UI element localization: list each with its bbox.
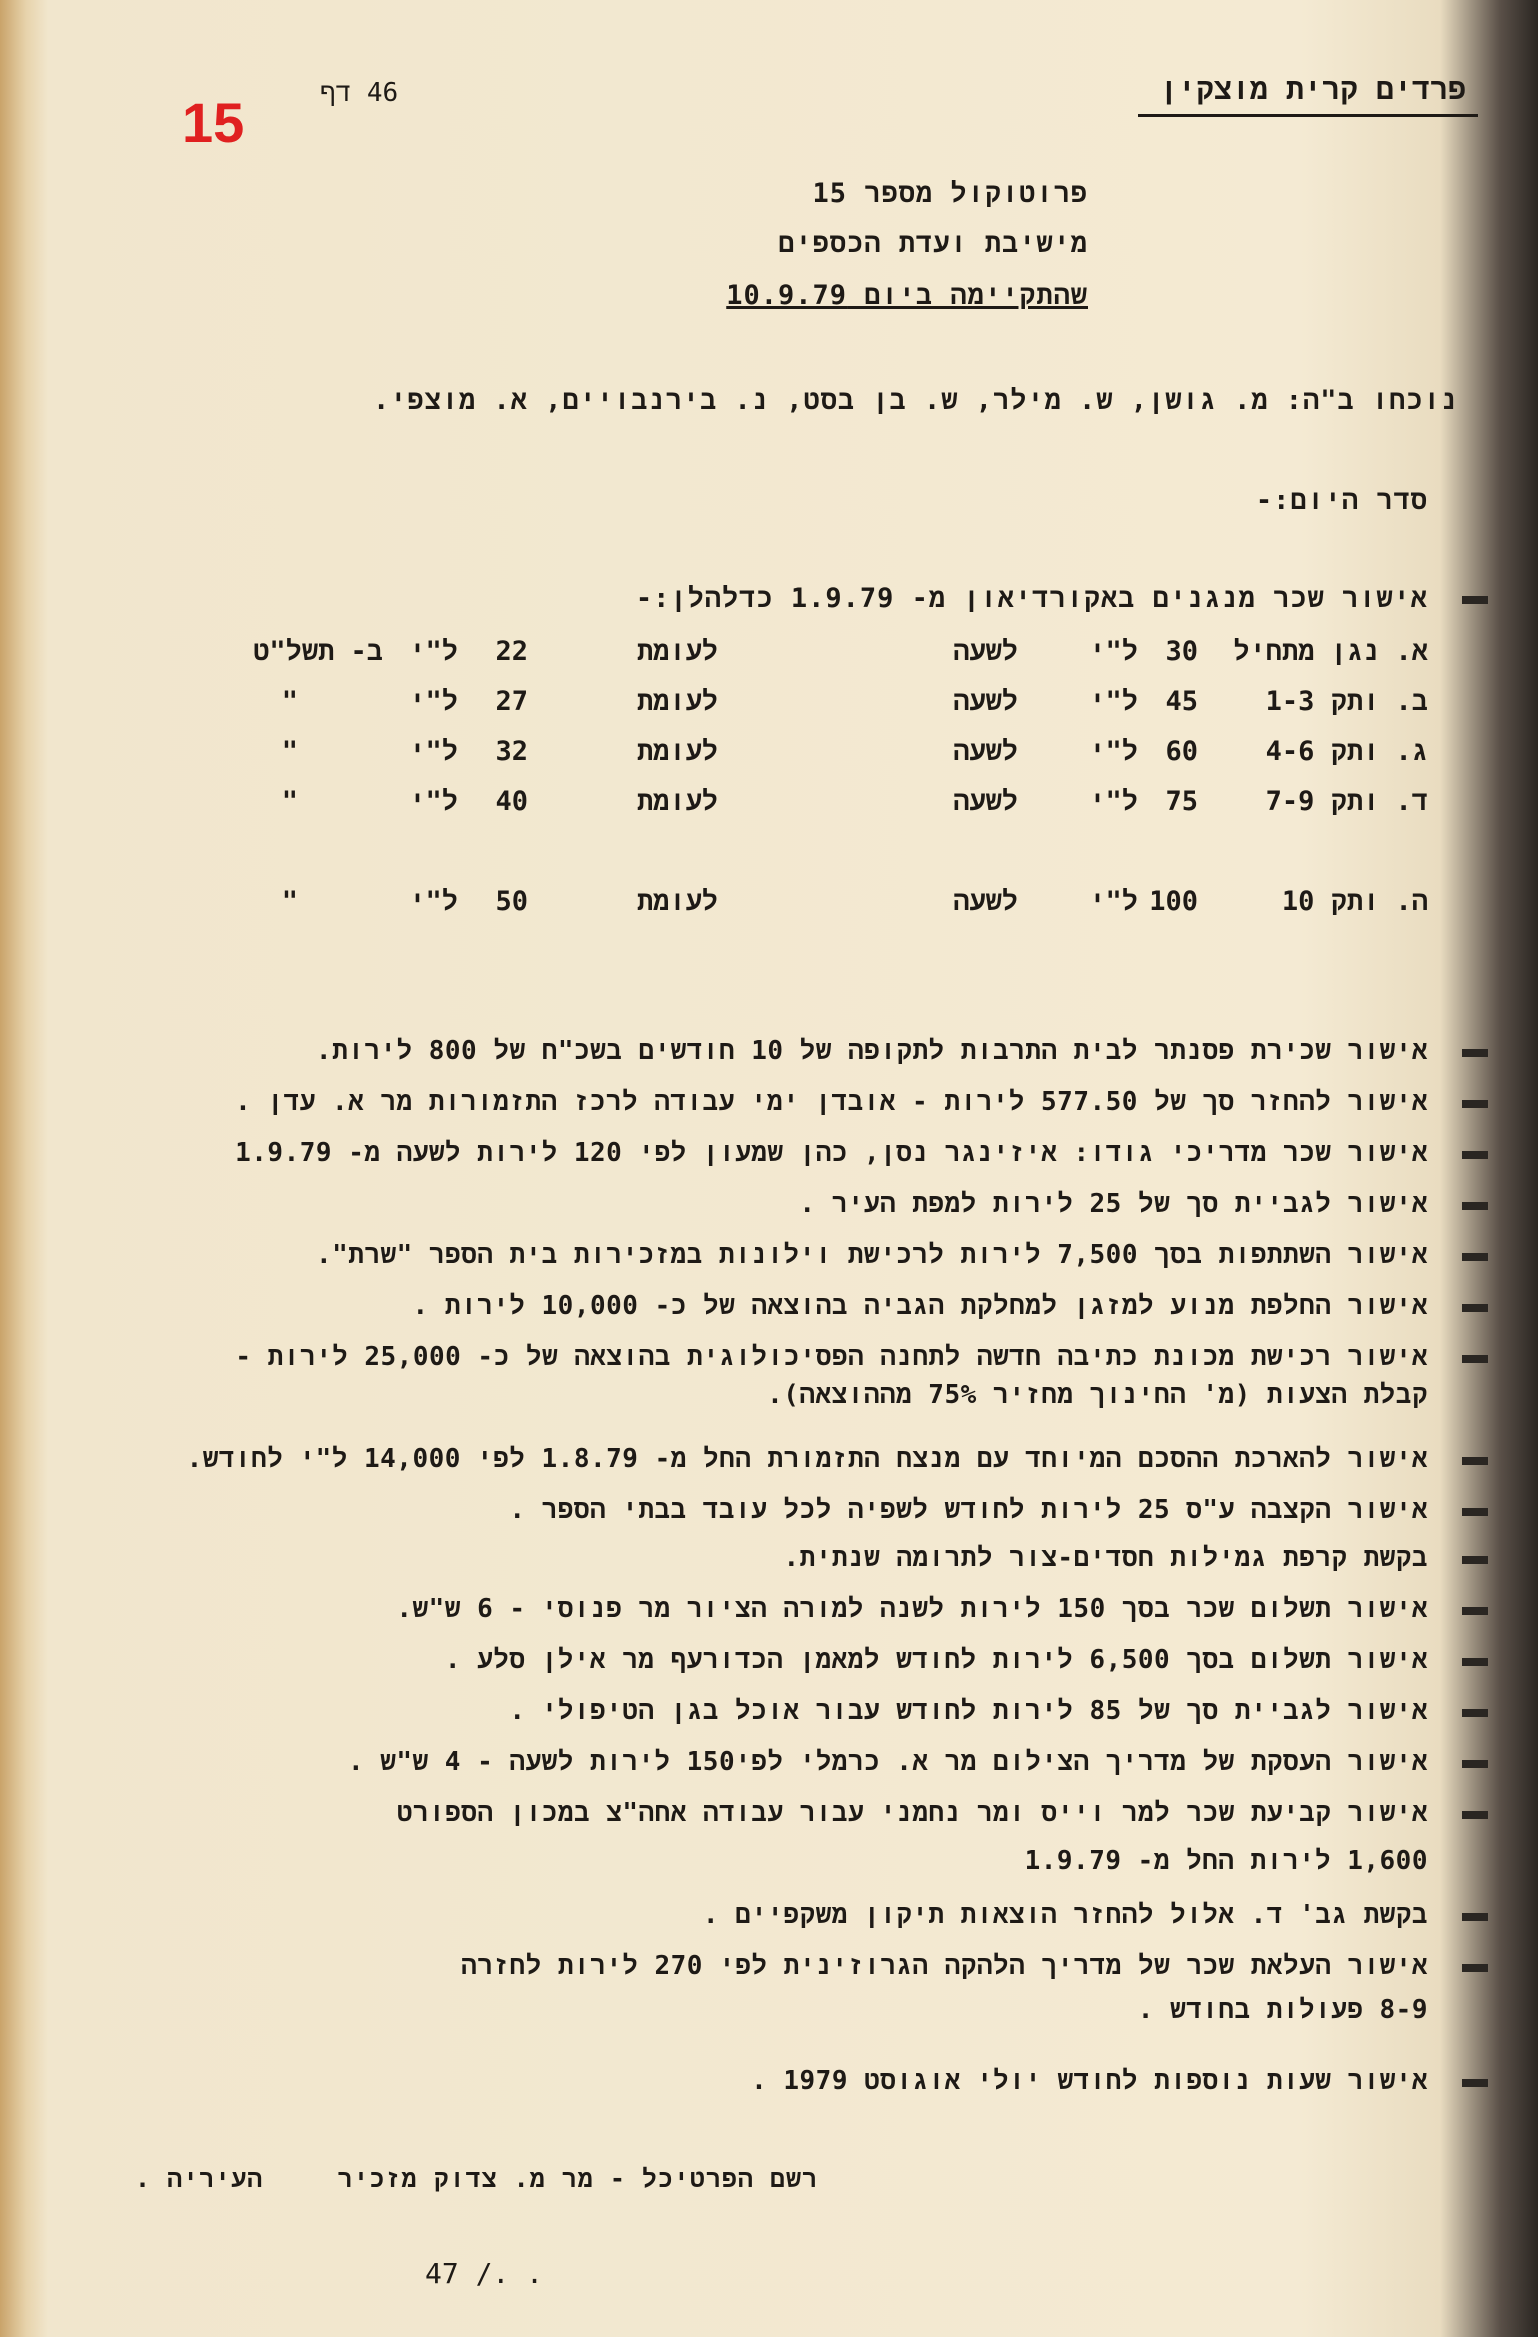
item-11: בקשת קרפת גמילות חסדים-צור לתרומה שנתית. <box>783 1543 1428 1573</box>
item-marker <box>1462 1049 1488 1057</box>
rate-note: " <box>281 786 298 817</box>
item-16-continued: 1,600 לירות החל מ- 1.9.79 <box>1024 1846 1428 1876</box>
item-marker <box>1462 1355 1488 1363</box>
item-marker <box>1462 1100 1488 1108</box>
item-9: אישור להארכת ההסכם המיוחד עם מנצח התזמורת החל מ- 1.8.79 לפי 14,000 ל"י לחודש. <box>186 1444 1428 1474</box>
rate-stand-unit: ל"י <box>409 636 458 667</box>
rate-hour-label: לשעה <box>953 736 1018 767</box>
rate-stand-label: לעומת <box>636 636 718 667</box>
rate-stand-label: לעומת <box>636 786 718 817</box>
rate-row <box>128 786 1428 822</box>
rate-hour-label: לשעה <box>953 886 1018 917</box>
item-marker <box>1462 1304 1488 1312</box>
rate-hour-unit: ל"י <box>1089 736 1138 767</box>
item-marker <box>1462 1457 1488 1465</box>
item-marker <box>1462 1913 1488 1921</box>
item-13: אישור תשלום בסך 6,500 לירות לחודש למאמן הכדורעף מר אילן סלע . <box>444 1645 1428 1675</box>
rate-stand-value: 32 <box>495 736 528 767</box>
rate-hour-label: לשעה <box>953 786 1018 817</box>
item-marker <box>1462 1709 1488 1717</box>
item-marker <box>1462 1508 1488 1516</box>
rate-hour-value: 60 <box>1165 736 1198 767</box>
rate-hour-unit: ל"י <box>1089 786 1138 817</box>
stamp-number: 15 <box>182 91 245 154</box>
item-marker <box>1462 1760 1488 1768</box>
rate-stand-label: לעומת <box>636 736 718 767</box>
item-marker <box>1462 1556 1488 1564</box>
rate-stand-unit: ל"י <box>409 686 458 717</box>
rate-level: א. נגן מתחיל <box>1233 636 1428 667</box>
rate-level: ה. ותק 10 <box>1281 886 1428 917</box>
city-label: העיריה . <box>135 2164 264 2193</box>
item-18-continued: 8-9 פעולות בחודש . <box>1137 1995 1428 2025</box>
item-19: אישור שעות נוספות לחודש יולי אוגוסט 1979 . <box>751 2066 1428 2096</box>
rate-stand-label: לעומת <box>636 886 718 917</box>
item-3: אישור להחזר סך של 577.50 לירות - אובדן ימי עבודה לרכז התזמורות מר א. עדן . <box>235 1087 1428 1117</box>
item-17: בקשת גב' ד. אלול להחזר הוצאות תיקון משקפיים . <box>702 1900 1428 1930</box>
rate-hour-unit: ל"י <box>1089 636 1138 667</box>
rate-stand-unit: ל"י <box>409 736 458 767</box>
rate-hour-label: לשעה <box>953 636 1018 667</box>
item-4: אישור שכר מדריכי גודו: איזינגר נסן, כהן שמעון לפי 120 לירות לשעה מ- 1.9.79 <box>235 1138 1428 1168</box>
rate-note: " <box>281 886 298 917</box>
item-8: אישור רכישת מכונת כתיבה חדשה לתחנה הפסיכולוגית בהוצאה של כ- 25,000 לירות - <box>235 1342 1428 1372</box>
committee-title: מישיבת ועדת הכספים <box>778 228 1088 259</box>
rate-stand-value: 50 <box>495 886 528 917</box>
rate-hour-value: 75 <box>1165 786 1198 817</box>
meeting-date: שהתקיימה ביום 10.9.79 <box>726 280 1088 311</box>
item-marker <box>1462 1658 1488 1666</box>
attendees: נוכחו ב"ה: מ. גושן, ש. מילר, ש. בן בסט, נ. בירנבויים, א. מוצפי. <box>372 385 1458 416</box>
item-7: אישור החלפת מנוע למזגן למחלקת הגביה בהוצאה של כ- 10,000 לירות . <box>412 1291 1428 1321</box>
rate-level: ב. ותק 1-3 <box>1265 686 1428 717</box>
item-marker <box>1462 1607 1488 1615</box>
item-10: אישור הקצבה ע"ס 25 לירות לחודש לשפיה לכל עובד בבתי הספר . <box>509 1495 1428 1525</box>
agenda-heading: סדר היום:- <box>1255 485 1428 516</box>
rate-stand-unit: ל"י <box>409 886 458 917</box>
rate-stand-unit: ל"י <box>409 786 458 817</box>
page-number: 47 /. . <box>425 2257 544 2290</box>
rate-level: ד. ותק 7-9 <box>1265 786 1428 817</box>
org-underline <box>1138 114 1478 117</box>
rate-hour-value: 45 <box>1165 686 1198 717</box>
organization-name: פרדים קרית מוצקין <box>1159 72 1466 107</box>
rate-hour-value: 30 <box>1165 636 1198 667</box>
page-label: 46 דף <box>320 78 399 108</box>
item-8-continued: קבלת הצעות (מ' החינוך מחזיר 75% מההוצאה). <box>767 1380 1428 1410</box>
rate-row <box>128 886 1428 922</box>
item-12: אישור תשלום שכר בסך 150 לירות לשנה למורה הציור מר פנוסי - 6 ש"ש. <box>396 1594 1428 1624</box>
item-5: אישור לגביית סך של 25 לירות למפת העיר . <box>799 1189 1428 1219</box>
item-marker <box>1462 1964 1488 1972</box>
item-marker <box>1462 1253 1488 1261</box>
item-6: אישור השתתפות בסך 7,500 לירות לרכישת וילונות במזכירות בית הספר "שרת". <box>315 1240 1428 1270</box>
rate-stand-value: 22 <box>495 636 528 667</box>
rate-note: " <box>281 686 298 717</box>
rate-row <box>128 736 1428 772</box>
protocol-title: פרוטוקול מספר 15 <box>812 178 1088 209</box>
item-marker <box>1462 596 1488 604</box>
rate-hour-label: לשעה <box>953 686 1018 717</box>
item-marker <box>1462 1202 1488 1210</box>
rate-hour-value: 100 <box>1149 886 1198 917</box>
item-marker <box>1462 1811 1488 1819</box>
item-16: אישור קביעת שכר למר וייס ומר נחמני עבור עבודה אחה"צ במכון הספורט <box>396 1798 1428 1828</box>
rate-note: " <box>281 736 298 767</box>
rate-hour-unit: ל"י <box>1089 886 1138 917</box>
rate-note: ב- תשל"ט <box>253 636 383 667</box>
item-marker <box>1462 2079 1488 2087</box>
item-18: אישור העלאת שכר של מדריך הלהקה הגרוזינית לפי 270 לירות לחזרה <box>461 1951 1428 1981</box>
rate-stand-label: לעומת <box>636 686 718 717</box>
recorder-line: רשם הפרטיכל - מר מ. צדוק מזכיר <box>337 2164 818 2193</box>
item-14: אישור לגביית סך של 85 לירות לחודש עבור אוכל בגן הטיפולי . <box>509 1696 1428 1726</box>
rate-stand-value: 27 <box>495 686 528 717</box>
item-15: אישור העסקת של מדריך הצילום מר א. כרמלי לפי150 לירות לשעה - 4 ש"ש . <box>347 1747 1428 1777</box>
item-1-heading: אישור שכר מנגנים באקורדיאון מ- 1.9.79 כדלהלן:- <box>635 583 1428 614</box>
rate-stand-value: 40 <box>495 786 528 817</box>
rate-level: ג. ותק 4-6 <box>1265 736 1428 767</box>
item-marker <box>1462 1151 1488 1159</box>
rate-hour-unit: ל"י <box>1089 686 1138 717</box>
item-2: אישור שכירת פסנתר לבית התרבות לתקופה של 10 חודשים בשכ"ח של 800 לירות. <box>315 1036 1428 1066</box>
rate-row <box>128 686 1428 722</box>
rate-row <box>128 636 1428 672</box>
